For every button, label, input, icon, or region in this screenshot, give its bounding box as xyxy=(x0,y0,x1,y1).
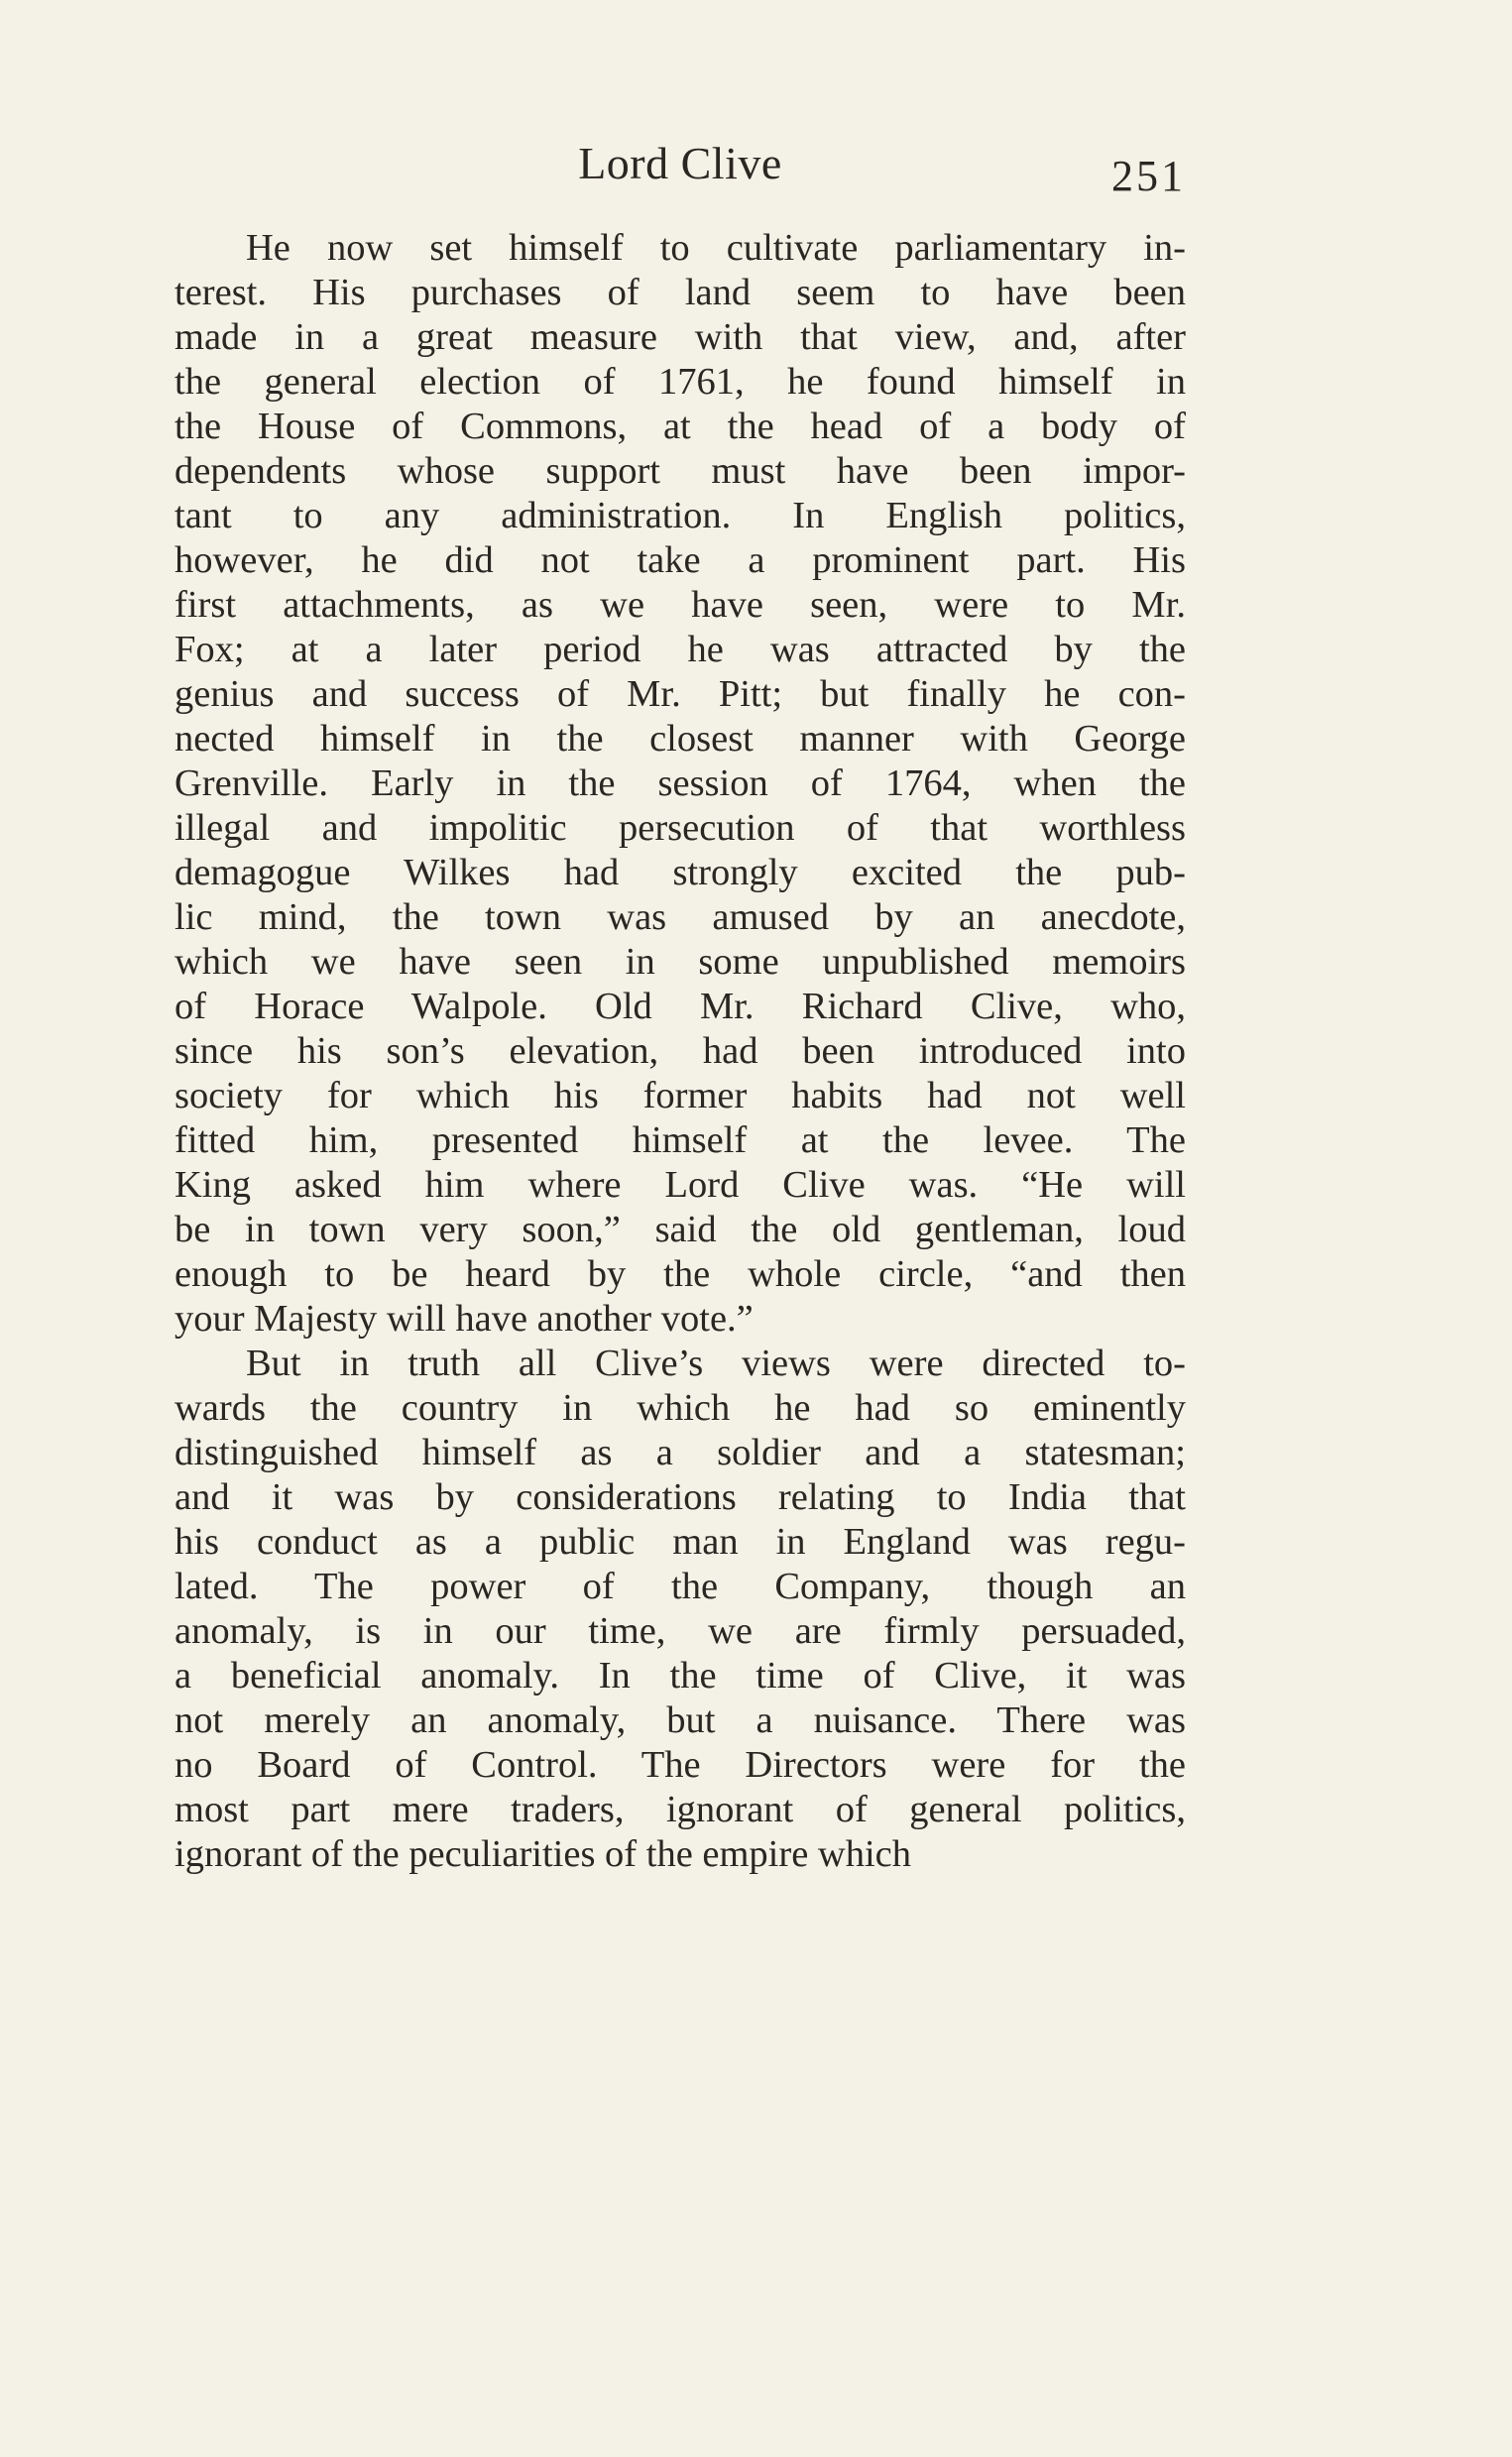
text-line: his conduct as a public man in England was regu- xyxy=(174,1521,1186,1563)
text-line: illegal and impolitic persecution of that worthless xyxy=(174,807,1186,849)
paragraph xyxy=(174,1342,1186,1877)
text-line: enough to be heard by the whole circle, “and then xyxy=(174,1253,1186,1295)
text-line: and it was by considerations relating to India that xyxy=(174,1476,1186,1518)
page-number: 251 xyxy=(1111,152,1186,200)
text-line: which we have seen in some unpublished memoirs xyxy=(174,941,1186,983)
text-line: the general election of 1761, he found himself in xyxy=(174,361,1186,403)
paragraph xyxy=(174,226,1186,1342)
body-text xyxy=(174,226,1186,1877)
text-line: ignorant of the peculiarities of the empire which xyxy=(174,1833,912,1875)
text-line: not merely an anomaly, but a nuisance. There was xyxy=(174,1699,1186,1741)
text-line: He now set himself to cultivate parliamentary in- xyxy=(246,227,1186,269)
text-line: demagogue Wilkes had strongly excited the pub- xyxy=(174,852,1186,893)
text-line: distinguished himself as a soldier and a statesman; xyxy=(174,1432,1186,1473)
text-line: lic mind, the town was amused by an anecdote, xyxy=(174,896,1186,938)
text-line: fitted him, presented himself at the levee. The xyxy=(174,1119,1186,1161)
text-line: made in a great measure with that view, and, after xyxy=(174,316,1186,358)
text-line: your Majesty will have another vote.” xyxy=(174,1298,754,1340)
text-line: first attachments, as we have seen, were to Mr. xyxy=(174,584,1186,626)
text-line: genius and success of Mr. Pitt; but finally he con- xyxy=(174,673,1186,715)
text-line: nected himself in the closest manner with George xyxy=(174,718,1186,760)
running-head xyxy=(174,137,1186,200)
text-line: Grenville. Early in the session of 1764, when the xyxy=(174,762,1186,804)
text-line: a beneficial anomaly. In the time of Clive, it was xyxy=(174,1655,1186,1696)
text-line: however, he did not take a prominent part. His xyxy=(174,539,1186,581)
text-line: the House of Commons, at the head of a body of xyxy=(174,406,1186,447)
text-line: lated. The power of the Company, though an xyxy=(174,1566,1186,1607)
text-line: no Board of Control. The Directors were for the xyxy=(174,1744,1186,1786)
text-line: dependents whose support must have been impor- xyxy=(174,450,1186,492)
text-line: terest. His purchases of land seem to have been xyxy=(174,272,1186,313)
text-line: be in town very soon,” said the old gentleman, loud xyxy=(174,1209,1186,1250)
running-title: Lord Clive xyxy=(578,138,782,188)
text-line: King asked him where Lord Clive was. “He will xyxy=(174,1164,1186,1206)
text-line: most part mere traders, ignorant of general politics, xyxy=(174,1789,1186,1830)
text-line: wards the country in which he had so eminently xyxy=(174,1387,1186,1429)
text-line: anomaly, is in our time, we are firmly persuaded, xyxy=(174,1610,1186,1652)
text-line: society for which his former habits had not well xyxy=(174,1075,1186,1116)
text-line: since his son’s elevation, had been introduced into xyxy=(174,1030,1186,1072)
text-line: But in truth all Clive’s views were directed to- xyxy=(246,1343,1186,1384)
text-line: tant to any administration. In English politics, xyxy=(174,495,1186,536)
text-line: Fox; at a later period he was attracted by the xyxy=(174,629,1186,670)
text-line: of Horace Walpole. Old Mr. Richard Clive, who, xyxy=(174,986,1186,1027)
